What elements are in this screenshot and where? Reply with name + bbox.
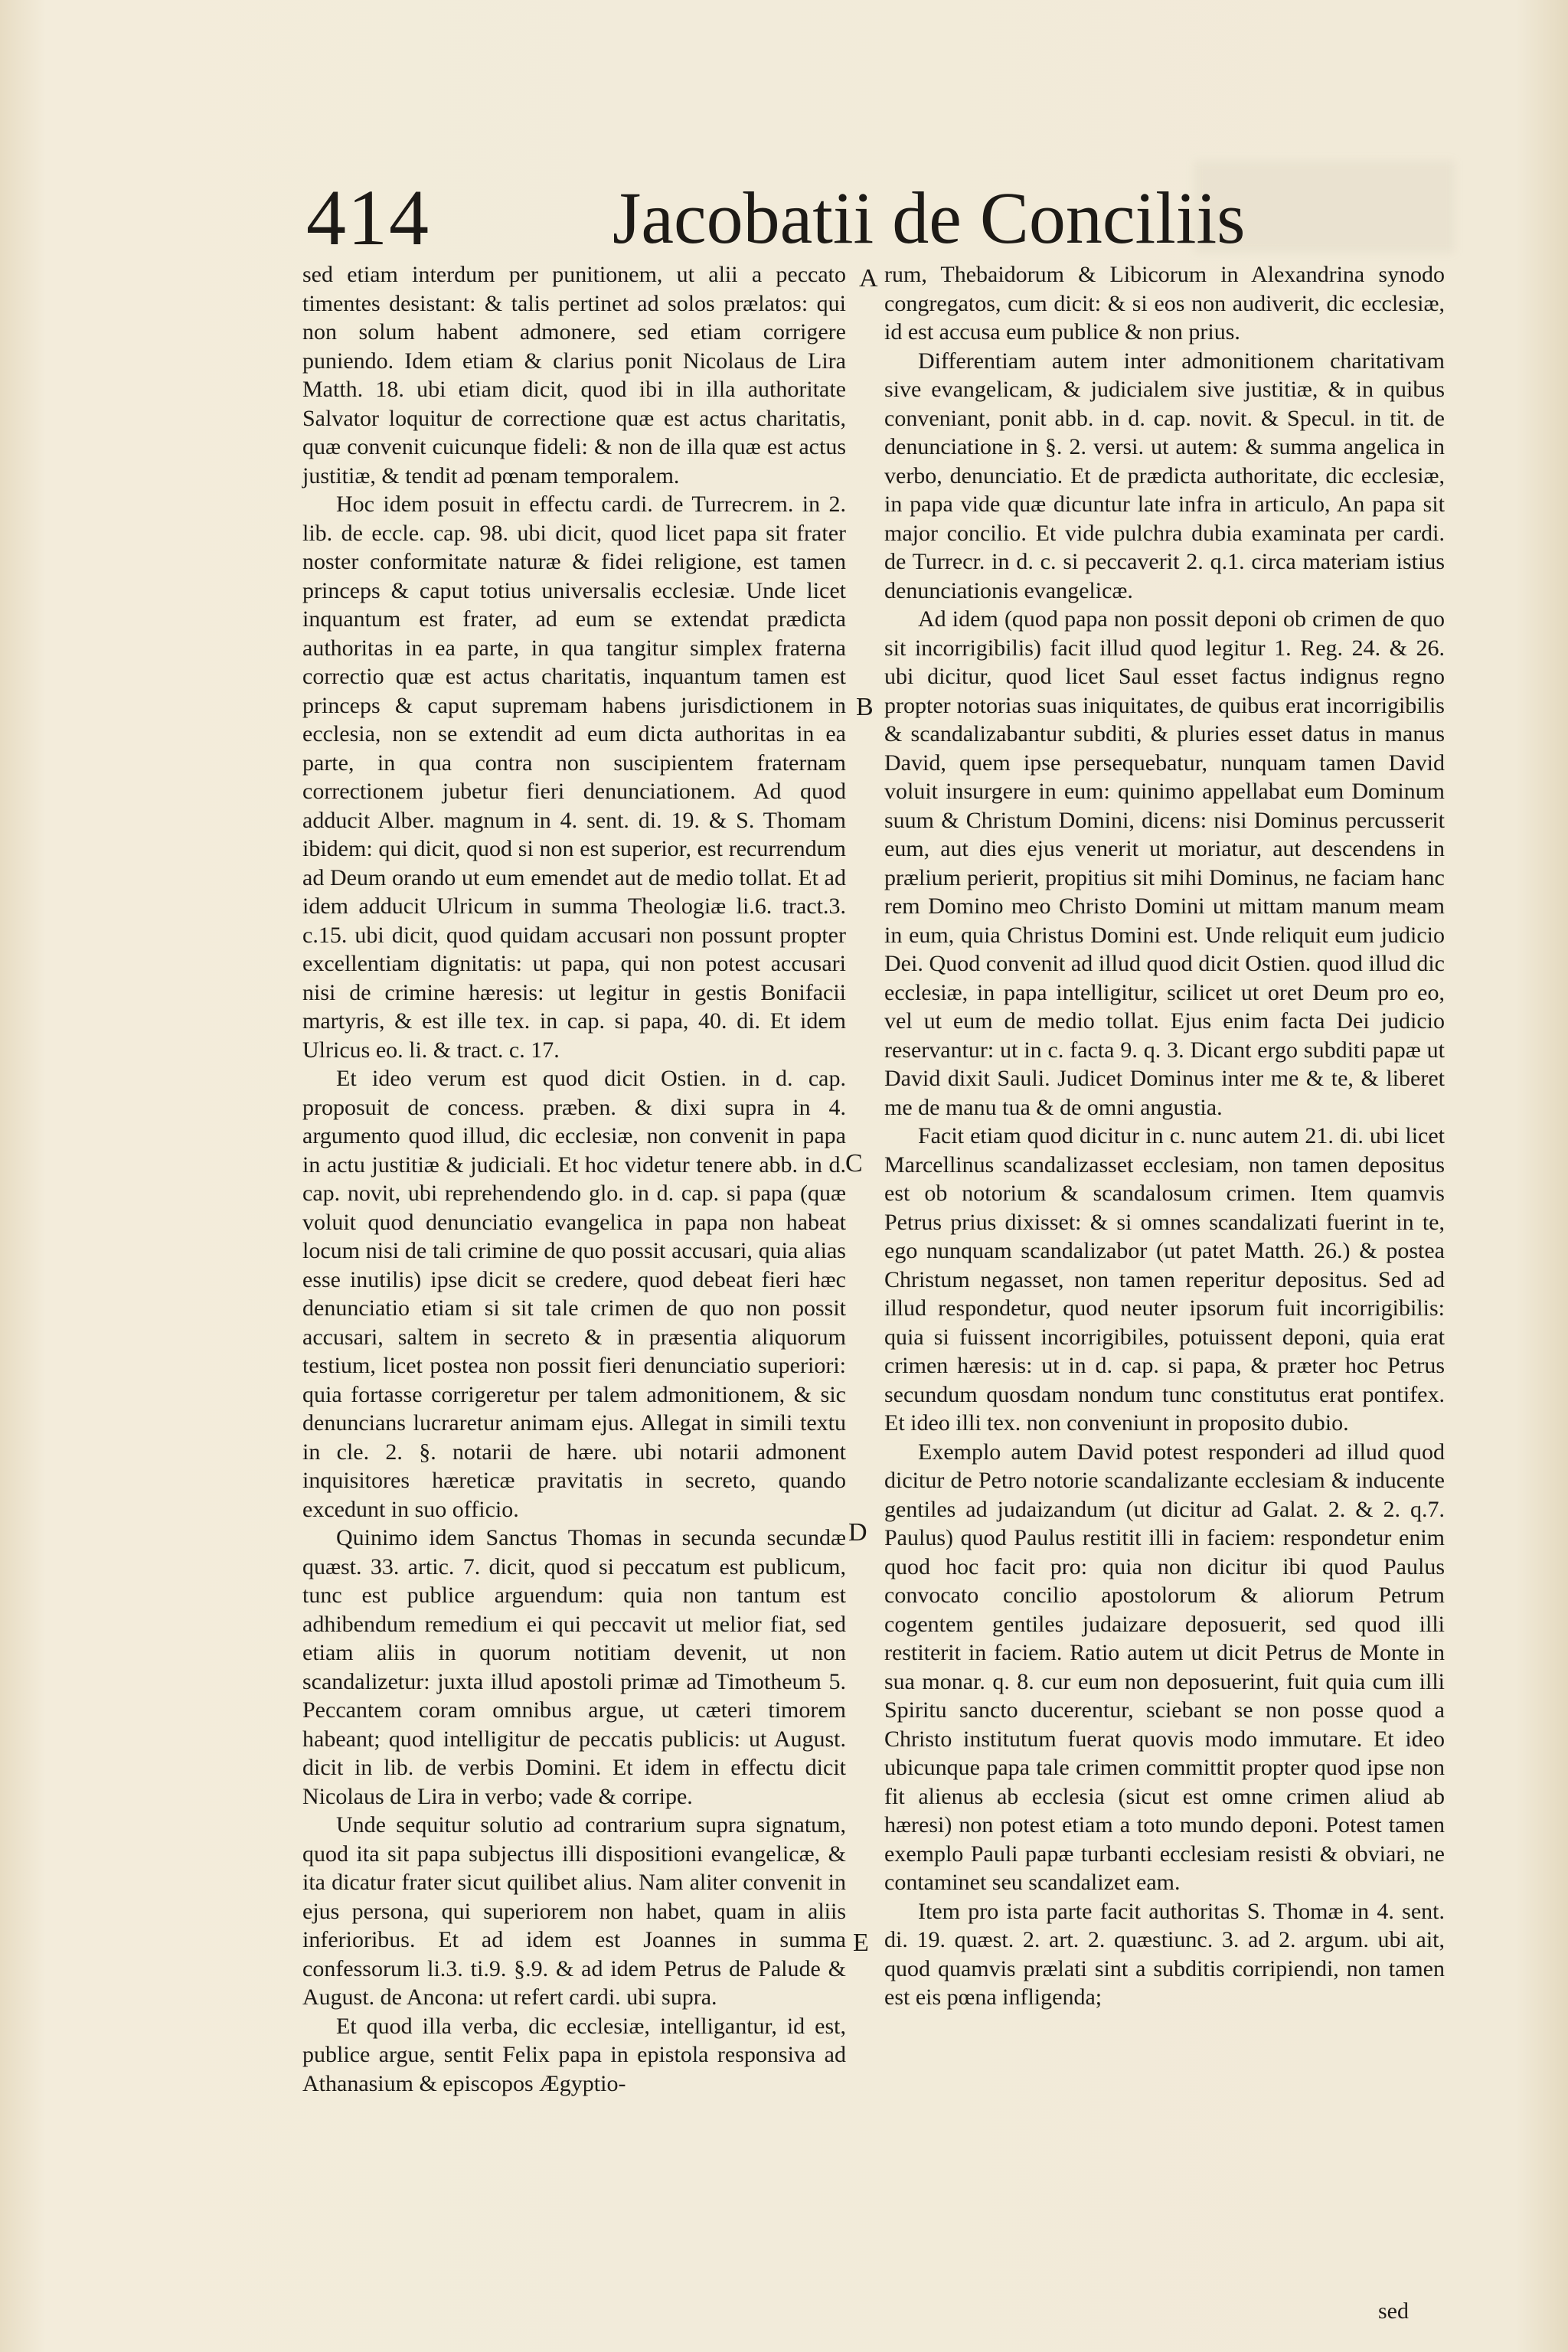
- running-title: Jacobatii de Conciliis: [612, 177, 1246, 259]
- left-paragraph-1: sed etiam interdum per punitionem, ut alii a peccato timentes desistant: & talis pertinet ad solos prælatos: qui non solum habent admonere, sed etiam corrigere puniendo. Idem etiam & clarius ponit Nicolaus de Lira Matth. 18. ubi etiam dicit, quod ibi in illa authoritate Salvator loquitur de correctione quæ est actus charitatis, quæ convenit cuicunque fideli: & non de illa quæ est actus justitiæ, & tendit ad pœnam temporalem.: [302, 262, 846, 488]
- left-paragraph-5: Unde sequitur solutio ad contrarium supra signatum, quod ita sit papa subjectus illi dispositioni evangelicæ, & ita dicatur frater sicut quilibet alius. Nam aliter convenit in ejus persona, qui superiorem non habet, quam in aliis inferioribus. Et ad idem est Joannes in summa confessorum li.3. ti.9. §.9. & ad idem Petrus de Palude & August. de Ancona: ut refert cardi. ubi supra.: [302, 1812, 846, 2010]
- right-paragraph-1: rum, Thebaidorum & Libicorum in Alexandrina synodo congregatos, cum dicit: & si eos non audiverit, dic ecclesiæ, id est accusa eum publice & non prius.: [884, 262, 1445, 345]
- left-paragraph-6: Et quod illa verba, dic ecclesiæ, intelligantur, id est, publice argue, sentit Felix papa in epistola responsiva ad Athanasium & episcopos Ægyptio-: [302, 2013, 846, 2096]
- left-paragraph-2: Hoc idem posuit in effectu cardi. de Turrecrem. in 2. lib. de eccle. cap. 98. ubi dicit, quod licet papa sit frater noster conformitate naturæ & fidei religione, est tamen princeps & caput totius universalis ecclesiæ. Unde licet inquantum est frater, ad eum se extendat prædicta authoritas in ea parte, in qua tangitur simplex fraterna correctio quæ est actus charitatis, inquantum tamen est princeps & caput supremam habens jurisdictionem in ecclesia, non se extendit ad eum dicta authoritas in ea parte, in qua contra non suscipientem fraternam correctionem jubetur fieri denunciationem. Ad quod adducit Alber. magnum in 4. sent. di. 19. & S. Thomam ibidem: qui dicit, quod si non est superior, est recurrendum ad Deum orando ut eum emendet aut de medio tollat. Et ad idem adducit Ulricum in summa Theologiæ li.6. tract.3. c.15. ubi dicit, quod quidam accusari non possunt propter excellentiam dignitatis: ut papa, qui non potest accusari nisi de crimine hæresis: ut legitur in gestis Bonifacii martyris, & est ille tex. in cap. si papa, 40. di. Et idem Ulricus eo. li. & tract. c. 17.: [302, 492, 846, 1063]
- right-paragraph-5: Exemplo autem David potest responderi ad illud quod dicitur de Petro notorie scandalizante ecclesiam & inducente gentiles ad judaizandum (ut dicitur ad Galat. 2. & 2. q.7. Paulus) quod Paulus restitit illi in faciem: respondetur enim quod hoc facit pro: quia non dicitur ibi quod Paulus convocato concilio apostolorum & aliorum Petrum cogentem gentiles judaizare deposuerit, sed quod illi restiterit in faciem. Ratio autem ut dicit Petrus de Monte in sua monar. q. 8. cur eum non deposuerint, fuit quia cum illi Spiritu sancto ducerentur, sciebant se non posse quod a Christo institutum fuerat quovis modo immutare. Et ideo ubicunque papa tale crimen committit propter quod ipse non fit alienus ab ecclesia (sicut est omne crimen aliud ab hæresi) non potest etiam a toto mundo deponi. Potest tamen exemplo Pauli papæ turbanti ecclesiam resisti & obviari, ne contaminet seu scandalizet eam.: [884, 1439, 1445, 1895]
- right-paragraph-4: Facit etiam quod dicitur in c. nunc autem 21. di. ubi licet Marcellinus scandalizasset ecclesiam, non tamen depositus est ob notorium & scandalosum crimen. Item quamvis Petrus prius dixisset: & si omnes scandalizati fuerint in te, ego nunquam scandalizabor (ut patet Matth. 26.) & postea Christum negasset, non tamen reperitur depositus. Sed ad illud respondetur, quod neuter ipsorum fuit incorrigibilis: quia si fuissent incorrigibiles, potuissent deponi, quia erat crimen hæresis: ut in d. cap. si papa, & præter hoc Petrus secundum quosdam nondum tunc constitutus erat pontifex. Et ideo illi tex. non conveniunt in proposito dubio.: [884, 1123, 1445, 1436]
- margin-letter-a: A: [859, 264, 878, 292]
- page-header: [306, 172, 1246, 272]
- margin-letter-d: D: [848, 1518, 867, 1547]
- right-paragraph-3: Ad idem (quod papa non possit deponi ob crimen de quo sit incorrigibilis) facit illud quod legitur 1. Reg. 24. & 26. ubi dicitur, quod licet Saul esset factus indignus regno propter notorias suas iniquitates, de quibus erat incorrigibilis & scandalizabantur subditi, & pluries esset datus in manus David, quem ipse persequebatur, nunquam tamen David voluit insurgere in eum: quinimo appellabat eum Dominum suum & Christum Domini, dicens: nisi Dominus percusserit eum, aut dies ejus venerit ut moriatur, aut descendens in prælium perierit, propitius sit mihi Dominus, ne faciam hanc rem Domino meo Christo Domini ut mittam manum meam in eum, quia Christus Domini est. Unde reliquit eum judicio Dei. Quod convenit ad illud quod dicit Ostien. quod illud dic ecclesiæ, in papa intelligitur, scilicet ut oret Deum pro eo, vel ut eum de medio tollat. Ejus enim facta Dei judicio reservantur: ut in c. facta 9. q. 3. Dicant ergo subditi papæ ut David dixit Sauli. Judicet Dominus inter me & te, & liberet me de manu tua & de omni angustia.: [884, 606, 1445, 1120]
- right-paragraph-2: Differentiam autem inter admonitionem charitativam sive evangelicam, & judicialem sive justitiæ, & in quibus conveniant, ponit abb. in d. cap. novit. & Specul. in tit. de denunciatione in §. 2. versi. ut autem: & summa angelica in verbo, denunciatio. Et de prædicta authoritate, dic ecclesiæ, in papa vide quæ dicuntur late infra in articulo, An papa sit major concilio. Et vide pulchra dubia examinata per cardi. de Turrecr. in d. c. si peccaverit 2. q.1. circa materiam istius denunciationis evangelicæ.: [884, 348, 1445, 603]
- catchword: sed: [1378, 2298, 1409, 2324]
- right-paragraph-6: Item pro ista parte facit authoritas S. Thomæ in 4. sent. di. 19. quæst. 2. art. 2. quæstiunc. 3. ad 2. argum. ubi ait, quod quamvis prælati sint a subditis corripiendi, non tamen est eis pœna infligenda;: [884, 1898, 1445, 2010]
- left-paragraph-3: Et ideo verum est quod dicit Ostien. in d. cap. proposuit de concess. præben. & dixi supra in 4. argumento quod illud, dic ecclesiæ, non convenit in papa in actu justitiæ & judiciali. Et hoc videtur tenere abb. in d. cap. novit, ubi reprehendendo glo. in d. cap. si papa (quæ voluit quod denunciatio evangelica in papa non habeat locum nisi de tali crimine de quo possit accusari, quia alias esse inutilis) ipse dicit se credere, quod debeat fieri hæc denunciatio etiam si sit tale crimen de quo non possit accusari, saltem in secreto & in præsentia aliquorum testium, licet postea non possit fieri denunciatio superiori: quia fortasse corrigeretur per talem admonitionem, & sic denuncians lucraretur animam ejus. Allegat in simili textu in cle. 2. §. notarii de hære. ubi notarii admonent inquisitores hæreticæ pravitatis in secreto, quando excedunt in suo officio.: [302, 1066, 846, 1522]
- page-number: 414: [306, 174, 430, 262]
- left-paragraph-4: Quinimo idem Sanctus Thomas in secunda secundæ quæst. 33. artic. 7. dicit, quod si peccatum est publicum, tunc est publice arguendum: quia non tantum est adhibendum remedium ei qui peccavit ut melior fiat, sed etiam aliis in quorum notitiam devenit, ut non scandalizetur: juxta illud apostoli primæ ad Timotheum 5. Peccantem coram omnibus argue, ut cæteri timorem habeant; quod intelligitur de peccatis publicis: ut August. dicit in lib. de verbis Domini. Et idem in effectu dicit Nicolaus de Lira in verbo; vade & corripe.: [302, 1525, 846, 1809]
- left-column: [302, 260, 846, 2098]
- margin-letter-c: C: [845, 1149, 863, 1178]
- right-column: [884, 260, 1445, 2012]
- margin-letter-b: B: [856, 693, 874, 721]
- margin-letter-e: E: [853, 1929, 869, 1957]
